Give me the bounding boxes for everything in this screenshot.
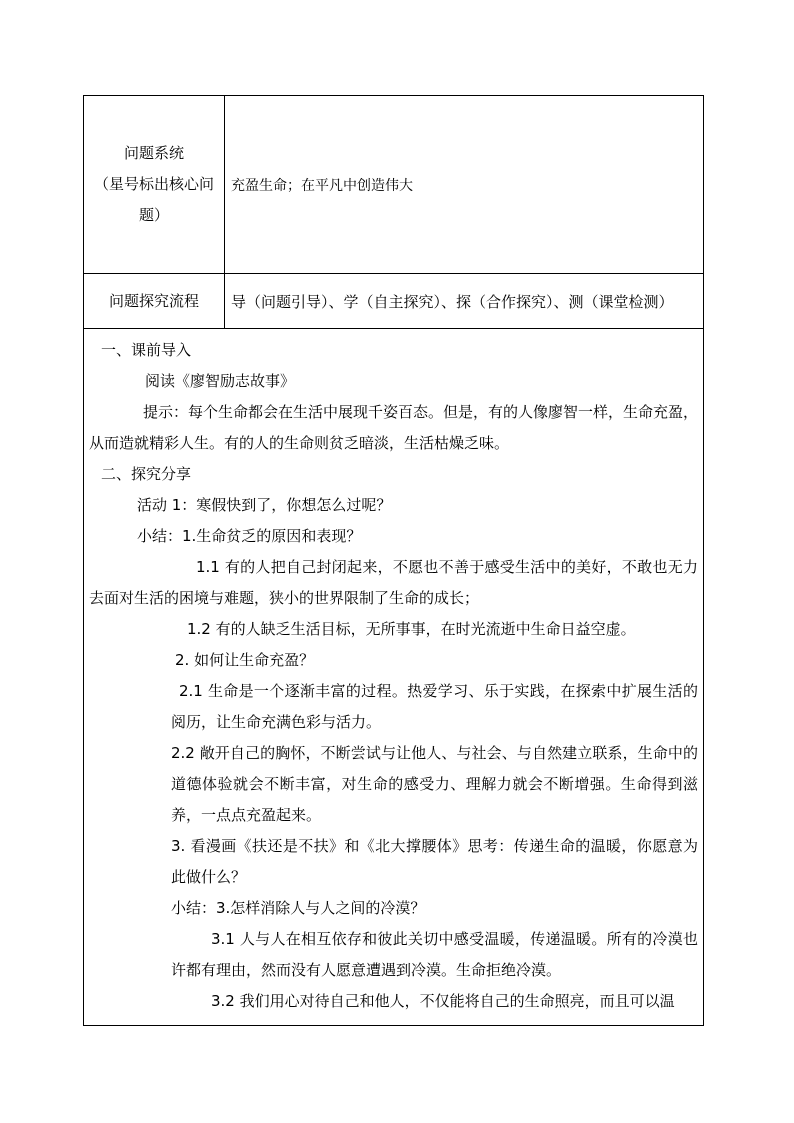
problem-label-line3: 题） <box>138 206 169 224</box>
reading-line: 阅读《廖智励志故事》 <box>145 372 296 390</box>
point-3-1-text: 3.1 人与人在相互依存和彼此关切中感受温暖，传递温暖。所有的冷漠也许都有理由，然而没有人愿意遭遇到冷漠。生命拒绝冷漠。 <box>171 930 698 979</box>
flow-label: 问题探究流程 <box>84 274 225 329</box>
point-3-2 <box>89 986 698 1017</box>
point-1-2: 1.2 有的人缺乏生活目标，无所事事，在时光流逝中生命日益空虚。 <box>187 620 636 638</box>
summary-line-1: 小结：1.生命贫乏的原因和表现？ <box>137 527 362 545</box>
content-row <box>84 329 704 1026</box>
section-heading-explore: 二、探究分享 <box>101 465 192 483</box>
content-cell <box>84 329 704 1026</box>
flow-value: 导（问题引导）、学（自主探究）、探（合作探究）、测（课堂检测） <box>225 274 704 329</box>
summary-line-3: 小结：3.怎样消除人与人之间的冷漠？ <box>171 899 426 917</box>
problem-system-row <box>84 96 704 274</box>
point-1-1: 1.1 有的人把自己封闭起来，不愿也不善于感受生活中的美好，不敢也无力去面对生活的困境与难题，狭小的世界限制了生命的成长； <box>89 558 698 607</box>
point-2-1-text: 2.1 生命是一个逐渐丰富的过程。热爱学习、乐于实践，在探索中扩展生活的阅历，让生命充满色彩与活力。 <box>171 682 698 731</box>
problem-label-line1: 问题系统 <box>123 144 184 162</box>
section-heading-intro: 一、课前导入 <box>101 341 192 359</box>
point-2-1 <box>89 676 698 738</box>
lesson-table <box>83 95 704 1026</box>
point-3-2-text: 3.2 我们用心对待自己和他人，不仅能将自己的生命照亮，而且可以温 <box>211 992 675 1010</box>
point-2-2: 2.2 敞开自己的胸怀，不断尝试与让他人、与社会、与自然建立联系，生命中的道德体验就会不断丰富，对生命的感受力、理解力就会不断增强。生命得到滋养，一点点充盈起来。 <box>171 744 698 824</box>
point-3-1 <box>89 924 698 986</box>
problem-label-line2: （星号标出核心问 <box>93 175 214 193</box>
flow-row <box>84 274 704 329</box>
question-3: 3. 看漫画《扶还是不扶》和《北大撑腰体》思考：传递生命的温暖，你愿意为此做什么？ <box>171 837 698 886</box>
question-2: 2. 如何让生命充盈？ <box>175 651 315 669</box>
problem-system-value: 充盈生命；在平凡中创造伟大 <box>225 96 704 274</box>
hint-paragraph: 提示：每个生命都会在生活中展现千姿百态。但是，有的人像廖智一样，生命充盈，从而造就精彩人生。有的人的生命则贫乏暗淡，生活枯燥乏味。 <box>89 403 699 452</box>
problem-system-label <box>84 96 225 274</box>
activity-line: 活动 1：寒假快到了，你想怎么过呢？ <box>137 496 392 514</box>
